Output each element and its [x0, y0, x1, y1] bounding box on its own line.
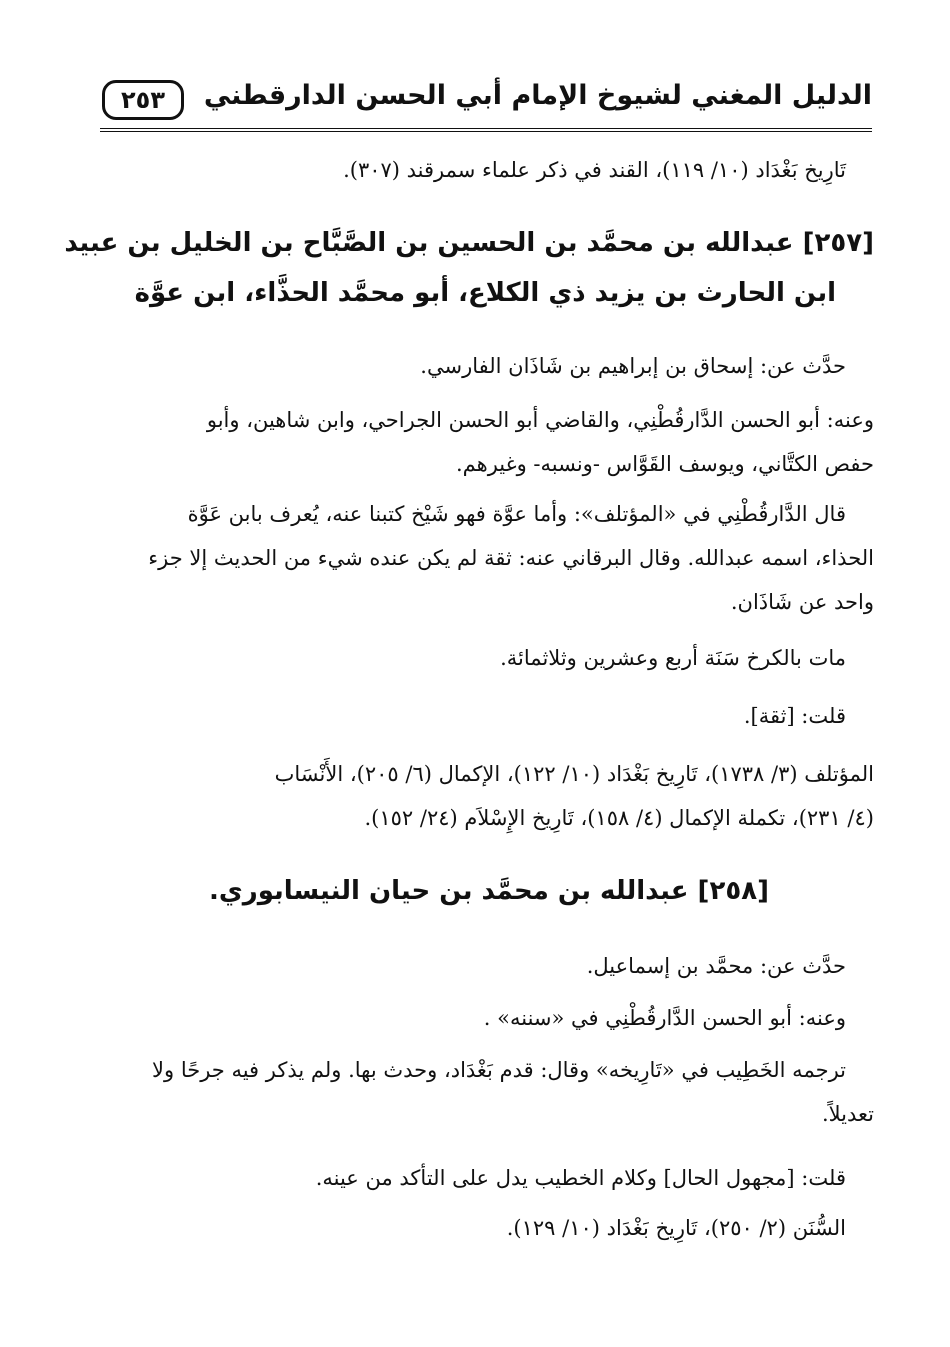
intro-reference	[104, 148, 874, 192]
entry-257-quote	[104, 492, 874, 624]
entry-258-sources-text: السُّنَن (٢/ ٢٥٠)، تَارِيخ بَغْدَاد (١٠/ ١٢٩).	[506, 1216, 846, 1240]
entry-257-heading-line-1: [٢٥٧] عبدالله بن محمَّد بن الحسين بن الصَّبَّاح بن الخليل بن عبيد	[64, 228, 874, 258]
entry-257-students-line-2: حفص الكتَّاني، ويوسف القَوَّاس -ونسبه- وغيرهم.	[455, 452, 874, 476]
entry-258-bio-line-1: ترجمه الخَطِيب في «تَارِيخه» وقال: قدم بَغْدَاد، وحدث بها. ولم يذكر فيه جرحًا ولا	[152, 1058, 846, 1082]
entry-257-sources-line-2: (٤/ ٢٣١)، تكملة الإكمال (٤/ ١٥٨)، تَارِيخ الإِسْلاَم (٢٤/ ١٥٢).	[364, 806, 874, 830]
entry-257-heading-line-2: ابن الحارث بن يزيد ذي الكلاع، أبو محمَّد الحذَّاء، ابن عوَّة	[134, 278, 836, 308]
entry-257-death-text: مات بالكرخ سَنَة أربع وعشرين وثلاثمائة.	[500, 646, 846, 670]
entry-258-students	[104, 996, 874, 1040]
entry-257-quote-line-2: الحذاء، اسمه عبدالله. وقال البرقاني عنه: ثقة لم يكن عنده شيء من الحديث إلا جزء	[148, 546, 874, 570]
entry-257-heading	[64, 218, 874, 318]
entry-257-sources	[104, 752, 874, 840]
entry-257-students-line-1: وعنه: أبو الحسن الدَّارقُطْنِي، والقاضي أبو الحسن الجراحي، وابن شاهين، وأبو	[206, 408, 874, 432]
entry-258-bio	[104, 1048, 874, 1136]
entry-257-narrated-from-text: حدَّث عن: إسحاق بن إبراهيم بن شَاذَان الفارسي.	[420, 354, 846, 378]
entry-258-heading	[104, 866, 874, 916]
entry-258-verdict	[104, 1156, 874, 1200]
entry-257-verdict	[104, 694, 874, 738]
entry-258-heading-text: [٢٥٨] عبدالله بن محمَّد بن حيان النيسابوري.	[209, 876, 769, 906]
entry-258-verdict-text: قلت: [مجهول الحال] وكلام الخطيب يدل على التأكد من عينه.	[315, 1166, 846, 1190]
entry-257-narrated-from	[104, 344, 874, 388]
entry-258-students-text: وعنه: أبو الحسن الدَّارقُطْنِي في «سننه» .	[483, 1006, 846, 1030]
entry-258-bio-line-2: تعديلاً.	[821, 1102, 874, 1126]
page-header	[100, 72, 872, 132]
entry-257-verdict-text: قلت: [ثقة].	[743, 704, 846, 728]
page-number: ٢٥٣	[102, 80, 184, 120]
entry-257-quote-line-3: واحد عن شَاذَان.	[730, 590, 874, 614]
entry-257-sources-line-1: المؤتلف (٣/ ١٧٣٨)، تَارِيخ بَغْدَاد (١٠/ ١٢٢)، الإكمال (٦/ ٢٠٥)، الأَنْسَاب	[274, 762, 874, 786]
intro-reference-text: تَارِيخ بَغْدَاد (١٠/ ١١٩)، القند في ذكر علماء سمرقند (٣٠٧).	[343, 158, 846, 182]
entry-257-death	[104, 636, 874, 680]
entry-258-narrated-from-text: حدَّث عن: محمَّد بن إسماعيل.	[586, 954, 846, 978]
entry-258-sources	[104, 1206, 874, 1250]
entry-258-narrated-from	[104, 944, 874, 988]
running-title: الدليل المغني لشيوخ الإمام أبي الحسن الدارقطني	[203, 80, 872, 111]
entry-257-students	[104, 398, 874, 486]
entry-257-quote-line-1: قال الدَّارقُطْنِي في «المؤتلف»: وأما عوَّة فهو شَيْخ كتبنا عنه، يُعرف بابن عَوَّة	[187, 502, 846, 526]
